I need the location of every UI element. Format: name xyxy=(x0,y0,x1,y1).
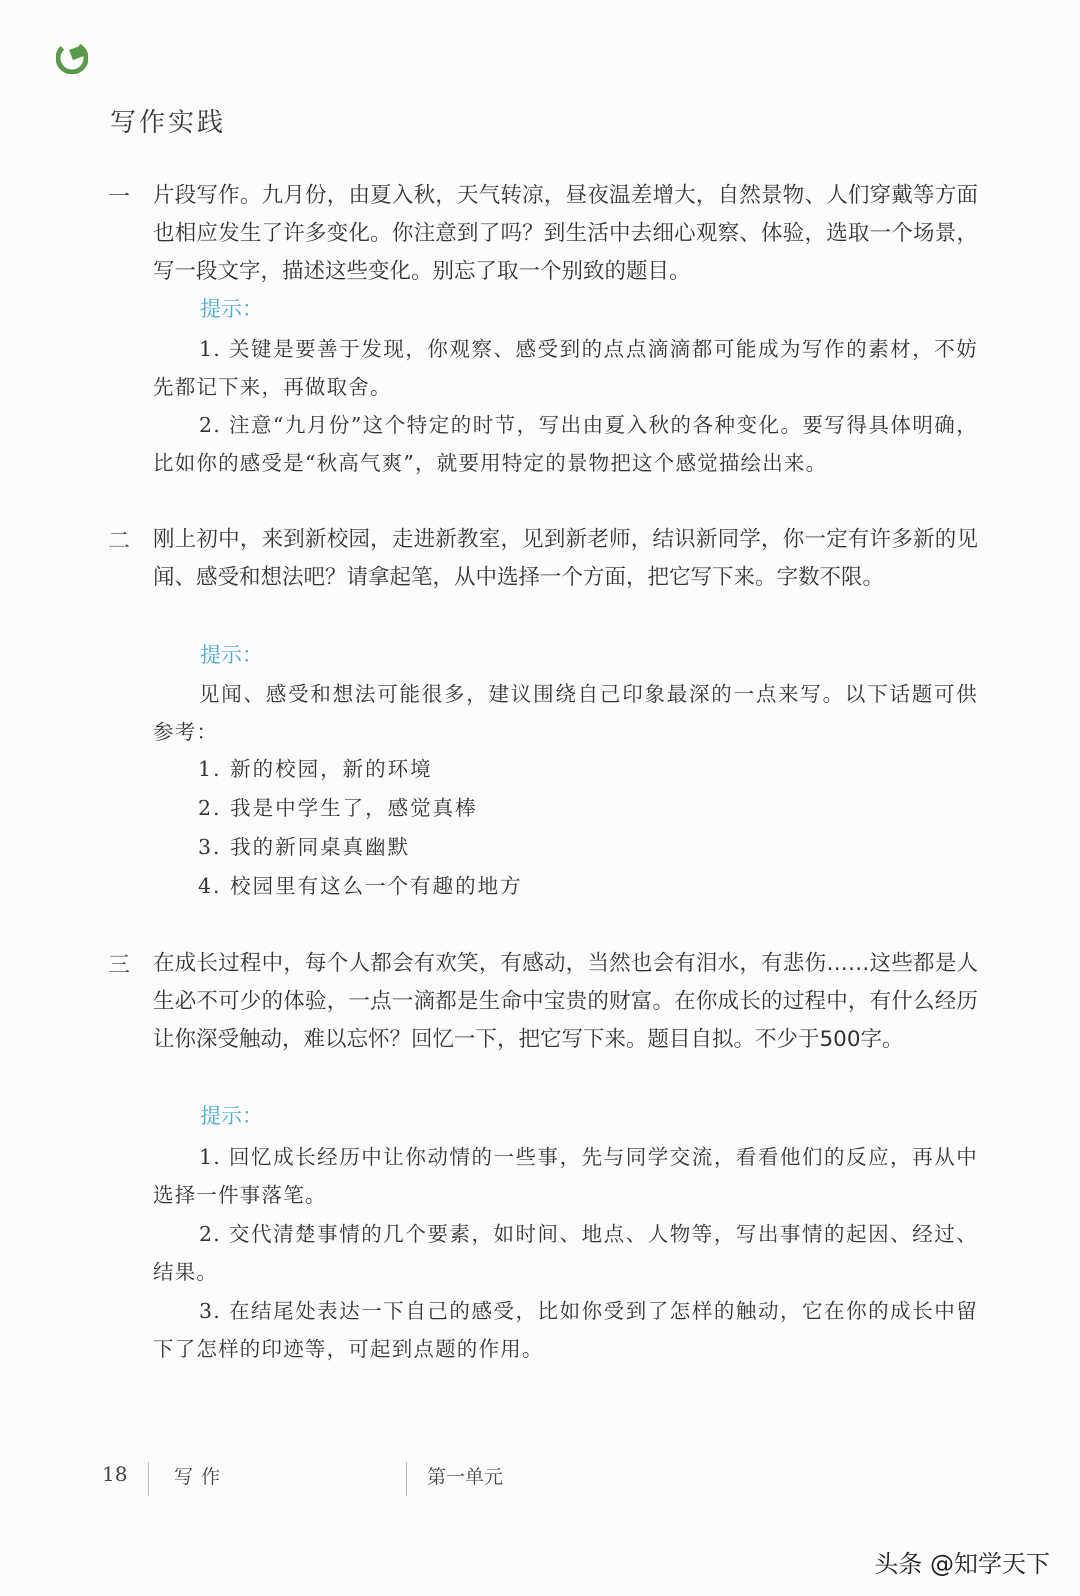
section-number: 二 xyxy=(108,529,131,554)
hint-item: 2. 交代清楚事情的几个要素，如时间、地点、人物等，写出事情的起因、经过、结果。 xyxy=(153,1222,978,1284)
page-number: 18 xyxy=(102,1462,128,1486)
page-footer xyxy=(0,1462,1080,1502)
footer-section: 写作 xyxy=(174,1466,229,1488)
topic-item: 4. 校园里有这么一个有趣的地方 xyxy=(198,874,523,898)
task-text: 在成长过程中，每个人都会有欢笑，有感动，当然也会有泪水，有悲伤……这些都是人生必不可少的体验，一点一滴都是生命中宝贵的财富。在你成长的过程中，有什么经历让你深受触动，难以忘怀？回忆一下，把它写下来。题目自拟。不少于500字。 xyxy=(153,951,978,1052)
section-number: 一 xyxy=(108,185,131,210)
section-number: 三 xyxy=(108,953,131,978)
task-text: 片段写作。九月份，由夏入秋，天气转凉，昼夜温差增大，自然景物、人们穿戴等方面也相应发生了许多变化。你注意到了吗？到生活中去细心观察、体验，选取一个场景，写一段文字，描述这些变化。别忘了取一个别致的题目。 xyxy=(153,183,978,284)
hint-item: 1. 关键是要善于发现，你观察、感受到的点点滴滴都可能成为写作的素材，不妨先都记下来，再做取舍。 xyxy=(153,337,978,399)
divider xyxy=(406,1462,407,1496)
page-title: 写作实践 xyxy=(110,108,227,138)
hint-label: 提示： xyxy=(200,297,263,321)
hint-label: 提示： xyxy=(200,643,263,667)
hint-label: 提示： xyxy=(200,1104,263,1128)
topic-item: 1. 新的校园，新的环境 xyxy=(198,757,433,781)
hint-intro: 见闻、感受和想法可能很多，建议围绕自己印象最深的一点来写。以下话题可供参考： xyxy=(153,682,978,744)
divider xyxy=(148,1462,149,1496)
topic-item: 3. 我的新同桌真幽默 xyxy=(198,835,411,859)
footer-unit: 第一单元 xyxy=(427,1466,504,1488)
green-book-circle-icon xyxy=(56,42,88,74)
watermark: 头条 @知学天下 xyxy=(874,1550,1050,1578)
hint-item: 1. 回忆成长经历中让你动情的一些事，先与同学交流，看看他们的反应，再从中选择一件事落笔。 xyxy=(153,1145,978,1207)
hint-item: 2. 注意“九月份”这个特定的时节，写出由夏入秋的各种变化。要写得具体明确，比如你的感受是“秋高气爽”，就要用特定的景物把这个感觉描绘出来。 xyxy=(153,413,978,475)
task-text: 刚上初中，来到新校园，走进新教室，见到新老师，结识新同学，你一定有许多新的见闻、感受和想法吧？请拿起笔，从中选择一个方面，把它写下来。字数不限。 xyxy=(153,527,978,590)
hint-item: 3. 在结尾处表达一下自己的感受，比如你受到了怎样的触动，它在你的成长中留下了怎样的印迹等，可起到点题的作用。 xyxy=(153,1299,978,1361)
topic-item: 2. 我是中学生了，感觉真棒 xyxy=(198,796,478,820)
